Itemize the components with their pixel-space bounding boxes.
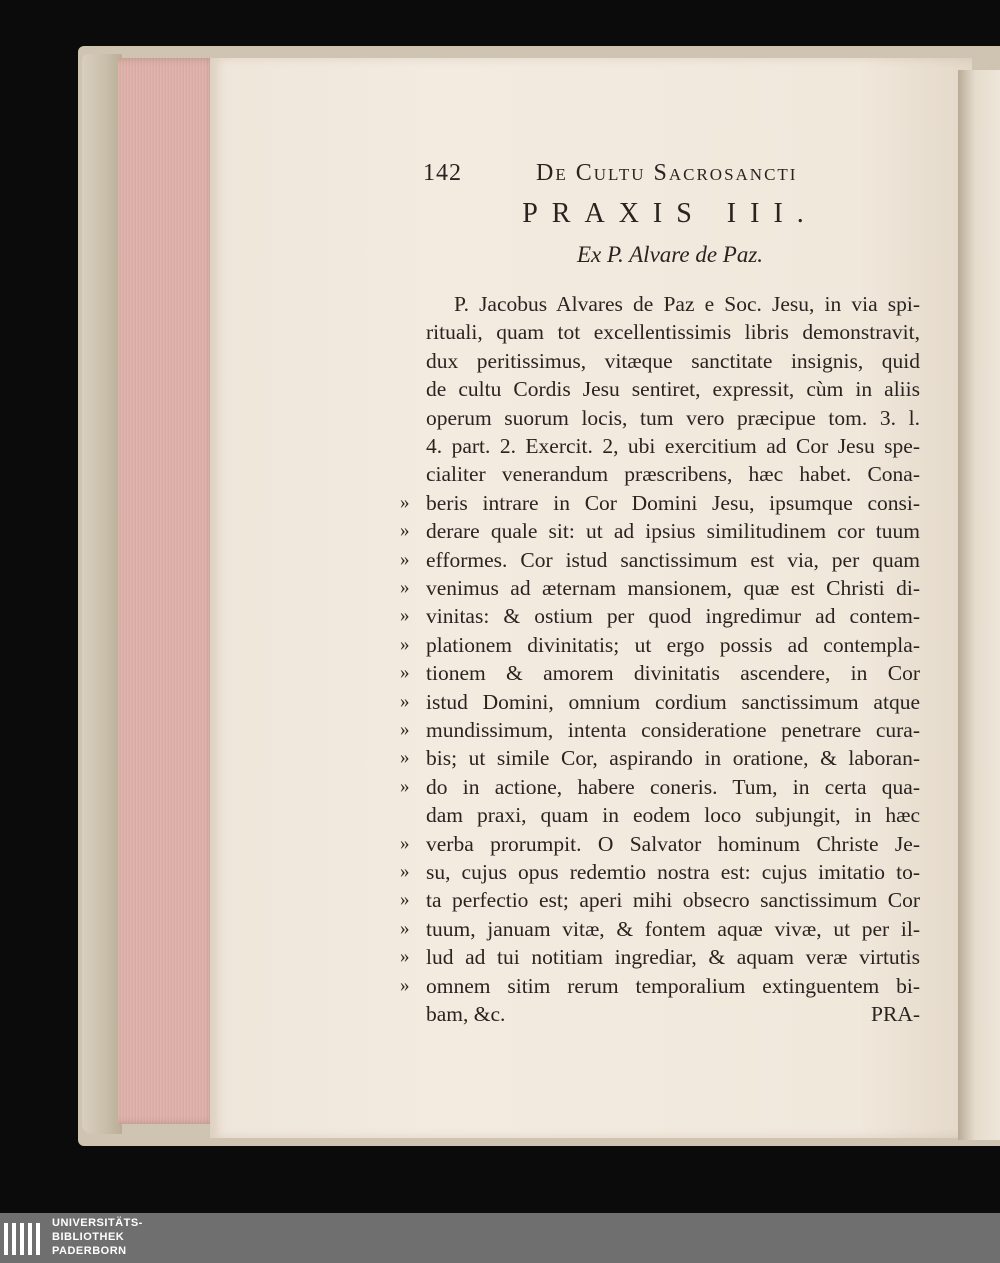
library-logo-icon <box>0 1217 48 1259</box>
text-line-content: bam, &c. <box>426 1002 506 1026</box>
text-line <box>400 659 920 687</box>
text-line <box>400 489 920 517</box>
running-head <box>420 158 850 192</box>
text-line <box>400 347 920 375</box>
section-title: PRAXIS III. <box>522 198 818 229</box>
text-line <box>400 574 920 602</box>
library-name-line2: BIBLIOTHEK <box>52 1231 125 1243</box>
quote-marker: » <box>400 690 410 712</box>
text-line <box>400 631 920 659</box>
quote-marker: » <box>400 747 410 769</box>
quote-marker: » <box>400 491 410 513</box>
text-line-content: ta perfectio est; aperi mihi obsecro sanctissimum Cor <box>426 888 920 913</box>
library-name-line1: UNIVERSITÄTS- <box>52 1217 143 1229</box>
text-line-content: vinitas: & ostium per quod ingredimur ad contem- <box>426 604 920 629</box>
text-line-content: derare quale sit: ut ad ipsius similitudinem cor tuum <box>426 519 920 544</box>
text-line-content: venimus ad æternam mansionem, quæ est Christi di- <box>426 576 920 600</box>
text-line-content: operum suorum locis, tum vero præcipue tom. 3. l. <box>426 405 920 430</box>
quote-marker: » <box>400 520 410 542</box>
library-name <box>52 1216 143 1258</box>
quote-marker: » <box>400 775 410 797</box>
text-line-content: cialiter venerandum præscribens, hæc habet. Cona- <box>426 462 920 487</box>
text-line <box>400 716 920 744</box>
text-line <box>400 688 920 716</box>
text-line-content: do in actione, habere coneris. Tum, in certa qua- <box>426 774 920 799</box>
quote-marker: » <box>400 889 410 911</box>
text-line <box>400 546 920 574</box>
text-line <box>400 318 920 346</box>
text-line-content: mundissimum, intenta consideratione penetrare cura- <box>426 718 920 742</box>
text-line-content: verba prorumpit. O Salvator hominum Christe Je- <box>426 831 920 856</box>
running-head-title: De Cultu Sacrosancti <box>536 160 798 186</box>
quote-marker: » <box>400 946 410 968</box>
text-line-content: su, cujus opus redemtio nostra est: cujus imitatio to- <box>426 860 920 884</box>
section-subtitle: Ex P. Alvare de Paz. <box>576 242 764 267</box>
quote-marker: » <box>400 719 410 740</box>
text-line <box>400 1000 920 1028</box>
quote-marker: » <box>400 548 410 570</box>
quote-marker: » <box>400 605 410 627</box>
text-line-content: omnem sitim rerum temporalium extinguentem bi- <box>426 973 920 998</box>
text-line-content: lud ad tui notitiam ingrediar, & aquam veræ virtutis <box>426 945 920 970</box>
quote-marker: » <box>400 832 410 854</box>
text-line <box>400 801 920 829</box>
text-line-content: efformes. Cor istud sanctissimum est via, per quam <box>426 547 920 572</box>
text-line <box>400 432 920 460</box>
quote-marker: » <box>400 974 410 996</box>
page-number: 142 <box>423 160 462 186</box>
text-line-content: dam praxi, quam in eodem loco subjungit, in hæc <box>426 803 920 828</box>
text-line-content: bis; ut simile Cor, aspirando in oratione, & laboran- <box>426 746 920 771</box>
catchword: PRA- <box>871 1002 920 1026</box>
text-line-content: rituali, quam tot excellentissimis libris demonstravit, <box>426 320 920 345</box>
text-line-content: P. Jacobus Alvares de Paz e Soc. Jesu, in via spi- <box>454 292 920 316</box>
text-line <box>400 290 920 318</box>
text-line-content: dux peritissimus, vitæque sanctitate insignis, quid <box>426 348 920 373</box>
text-line-content: istud Domini, omnium cordium sanctissimum atque <box>426 689 920 714</box>
text-line <box>400 517 920 545</box>
book-cover-edge <box>82 54 122 1134</box>
quote-marker: » <box>400 861 410 882</box>
page-edges <box>118 58 218 1124</box>
facing-page-gutter <box>958 70 1000 1140</box>
text-line <box>400 404 920 432</box>
library-footer <box>0 1213 1000 1263</box>
text-line <box>400 886 920 914</box>
text-line <box>400 858 920 886</box>
quote-marker: » <box>400 917 410 939</box>
text-line-content: plationem divinitatis; ut ergo possis ad contempla- <box>426 632 920 657</box>
text-line <box>400 830 920 858</box>
text-line <box>400 972 920 1000</box>
text-line <box>400 602 920 630</box>
quote-marker: » <box>400 577 410 598</box>
text-line-content: de cultu Cordis Jesu sentiret, expressit, cùm in aliis <box>426 377 920 402</box>
text-line <box>400 744 920 772</box>
library-name-line3: PADERBORN <box>52 1245 127 1257</box>
text-line <box>400 375 920 403</box>
quote-marker: » <box>400 633 410 655</box>
text-line-content: tuum, januam vitæ, & fontem aquæ vivæ, ut per il- <box>426 916 920 941</box>
text-line-content: beris intrare in Cor Domini Jesu, ipsumque consi- <box>426 490 920 515</box>
text-line <box>400 460 920 488</box>
text-line-content: tionem & amorem divinitatis ascendere, in Cor <box>426 661 920 686</box>
text-line <box>400 943 920 971</box>
text-line <box>400 915 920 943</box>
quote-marker: » <box>400 662 410 684</box>
text-line <box>400 773 920 801</box>
text-line-content: 4. part. 2. Exercit. 2, ubi exercitium ad Cor Jesu spe- <box>426 434 920 458</box>
